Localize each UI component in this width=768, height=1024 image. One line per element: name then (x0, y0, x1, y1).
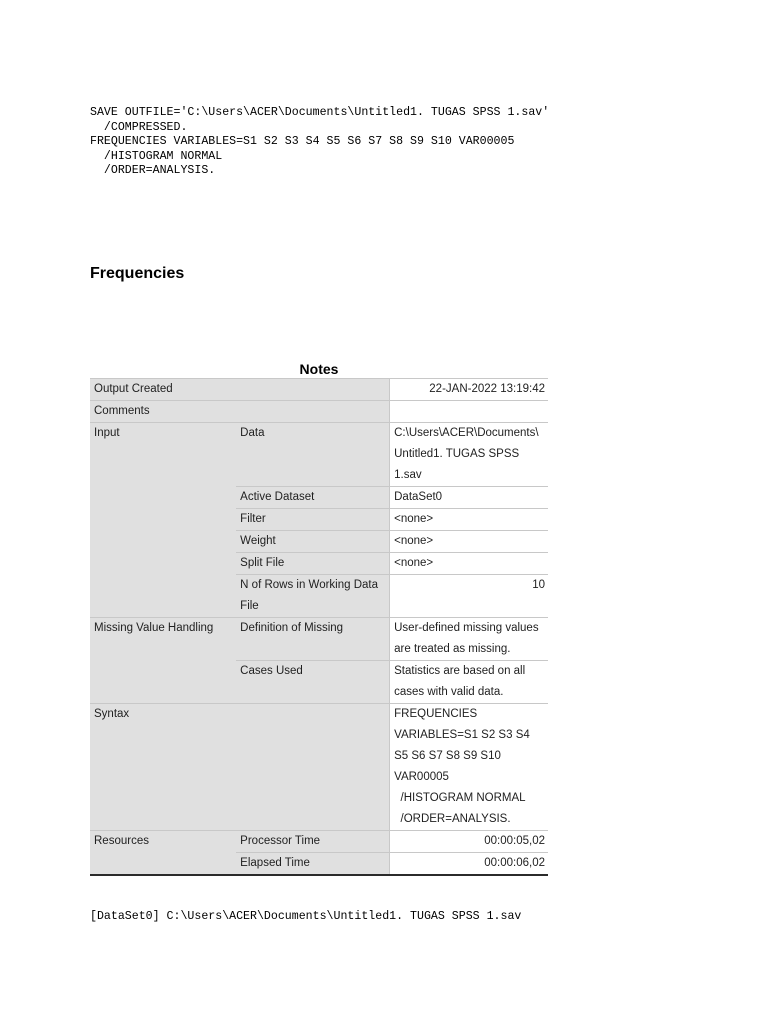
comments-value (390, 401, 548, 423)
syntax-line: /ORDER=ANALYSIS. (90, 164, 216, 178)
filter-value: <none> (390, 509, 548, 531)
row-label-n-rows: N of Rows in Working Data File (236, 575, 389, 618)
row-label-data: Data (236, 423, 389, 487)
table-row (90, 401, 548, 423)
notes-table-title: Notes (299, 361, 339, 377)
row-label-processor-time: Processor Time (236, 831, 389, 853)
row-label-syntax: Syntax (90, 704, 390, 831)
syntax-value: FREQUENCIES VARIABLES=S1 S2 S3 S4 S5 S6 S7 S8 S9 S10 VAR00005 /HISTOGRAM NORMAL /ORDER=ANALYSIS. (390, 704, 548, 831)
dataset-line: [DataSet0] C:\Users\ACER\Documents\Untitled1. TUGAS SPSS 1.sav (90, 910, 522, 923)
row-label-comments: Comments (90, 401, 390, 423)
row-label-output-created: Output Created (90, 379, 390, 401)
syntax-line: /HISTOGRAM NORMAL (90, 149, 223, 163)
row-label-resources: Resources (90, 831, 236, 876)
n-rows-value: 10 (390, 575, 548, 618)
table-row (90, 831, 548, 853)
processor-time-value: 00:00:05,02 (390, 831, 548, 853)
output-created-value: 22-JAN-2022 13:19:42 (390, 379, 548, 401)
data-value: C:\Users\ACER\Documents\ Untitled1. TUGAS SPSS 1.sav (390, 423, 548, 487)
definition-of-missing-value: User-defined missing values are treated as missing. (390, 618, 548, 661)
row-label-missing-value-handling: Missing Value Handling (90, 618, 236, 704)
elapsed-time-value: 00:00:06,02 (390, 853, 548, 876)
syntax-block (90, 106, 549, 179)
split-file-value: <none> (390, 553, 548, 575)
row-label-weight: Weight (236, 531, 389, 553)
row-label-elapsed-time: Elapsed Time (236, 853, 389, 876)
syntax-line: /COMPRESSED. (90, 120, 188, 134)
cases-used-value: Statistics are based on all cases with valid data. (390, 661, 548, 704)
notes-table (90, 378, 548, 876)
row-label-active-dataset: Active Dataset (236, 487, 389, 509)
active-dataset-value: DataSet0 (390, 487, 548, 509)
weight-value: <none> (390, 531, 548, 553)
section-title: Frequencies (90, 265, 185, 282)
row-label-split-file: Split File (236, 553, 389, 575)
row-label-cases-used: Cases Used (236, 661, 389, 704)
row-label-definition-of-missing: Definition of Missing (236, 618, 389, 661)
table-row (90, 704, 548, 831)
syntax-line: FREQUENCIES VARIABLES=S1 S2 S3 S4 S5 S6 S7 S8 S9 S10 VAR00005 (90, 135, 515, 149)
row-label-input: Input (90, 423, 236, 618)
table-row (90, 618, 548, 661)
table-row (90, 379, 548, 401)
row-label-filter: Filter (236, 509, 389, 531)
table-row (90, 423, 548, 487)
syntax-line: SAVE OUTFILE='C:\Users\ACER\Documents\Untitled1. TUGAS SPSS 1.sav' (90, 106, 550, 119)
